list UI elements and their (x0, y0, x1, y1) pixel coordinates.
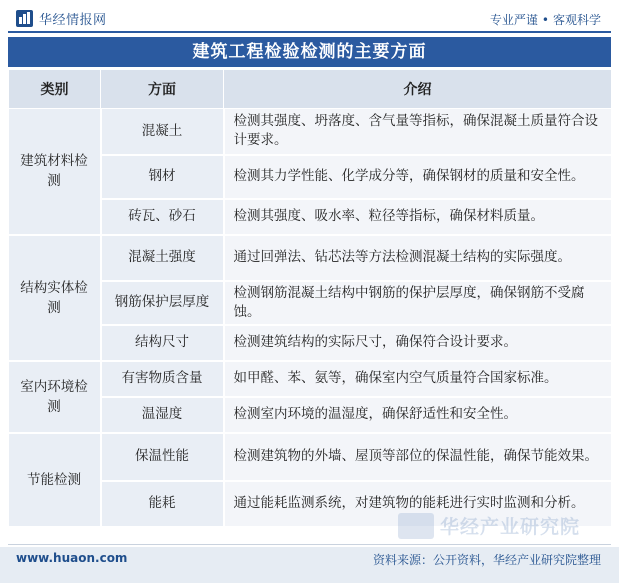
description-cell: 检测钢筋混凝土结构中钢筋的保护层厚度，确保钢筋不受腐蚀。 (224, 281, 612, 325)
slogan (490, 11, 601, 28)
table-row (9, 433, 612, 481)
description-cell: 检测其强度、吸水率、粒径等指标，确保材料质量。 (224, 199, 612, 235)
table-row (9, 109, 612, 155)
table-row (9, 361, 612, 397)
slogan-separator: • (541, 13, 549, 27)
table-header-row (9, 70, 612, 109)
watermark-text: 华经产业研究院 (440, 516, 581, 538)
column-header-category: 类别 (9, 70, 101, 109)
inspection-table (8, 69, 613, 528)
table-title: 建筑工程检验检测的主要方面 (8, 37, 611, 67)
brand-name: 华经情报网 (39, 13, 107, 28)
brand (16, 9, 107, 28)
description-cell: 通过能耗监测系统，对建筑物的能耗进行实时监测和分析。 (224, 481, 612, 527)
aspect-cell: 温湿度 (101, 397, 224, 433)
column-header-description: 介绍 (224, 70, 612, 109)
description-cell: 通过回弹法、钻芯法等方法检测混凝土结构的实际强度。 (224, 235, 612, 281)
description-cell: 检测建筑物的外墙、屋顶等部位的保温性能，确保节能效果。 (224, 433, 612, 481)
aspect-cell: 有害物质含量 (101, 361, 224, 397)
category-cell: 结构实体检测 (9, 235, 101, 361)
aspect-cell: 钢材 (101, 155, 224, 199)
category-cell: 节能检测 (9, 433, 101, 527)
top-bar (0, 0, 619, 34)
table-row (9, 235, 612, 281)
description-cell: 如甲醛、苯、氨等，确保室内空气质量符合国家标准。 (224, 361, 612, 397)
slogan-right: 客观科学 (552, 13, 601, 27)
aspect-cell: 能耗 (101, 481, 224, 527)
watermark-logo-icon (398, 513, 434, 539)
column-header-aspect: 方面 (101, 70, 224, 109)
footer-divider (8, 544, 611, 545)
aspect-cell: 混凝土 (101, 109, 224, 155)
aspect-cell: 保温性能 (101, 433, 224, 481)
description-cell: 检测建筑结构的实际尺寸，确保符合设计要求。 (224, 325, 612, 361)
footer-source: 资料来源：公开资料，华经产业研究院整理 (372, 553, 601, 567)
footer (0, 547, 619, 583)
header-divider (8, 31, 611, 33)
aspect-cell: 混凝土强度 (101, 235, 224, 281)
logo-icon (16, 10, 33, 27)
description-cell: 检测其力学性能、化学成分等，确保钢材的质量和安全性。 (224, 155, 612, 199)
description-cell: 检测其强度、坍落度、含气量等指标，确保混凝土质量符合设计要求。 (224, 109, 612, 155)
footer-site-link[interactable]: www.huaon.com (16, 551, 128, 565)
slogan-left: 专业严谨 (489, 13, 538, 27)
description-cell: 检测室内环境的温湿度，确保舒适性和安全性。 (224, 397, 612, 433)
aspect-cell: 钢筋保护层厚度 (101, 281, 224, 325)
category-cell: 建筑材料检测 (9, 109, 101, 235)
aspect-cell: 结构尺寸 (101, 325, 224, 361)
category-cell: 室内环境检测 (9, 361, 101, 433)
watermark (398, 512, 580, 539)
aspect-cell: 砖瓦、砂石 (101, 199, 224, 235)
